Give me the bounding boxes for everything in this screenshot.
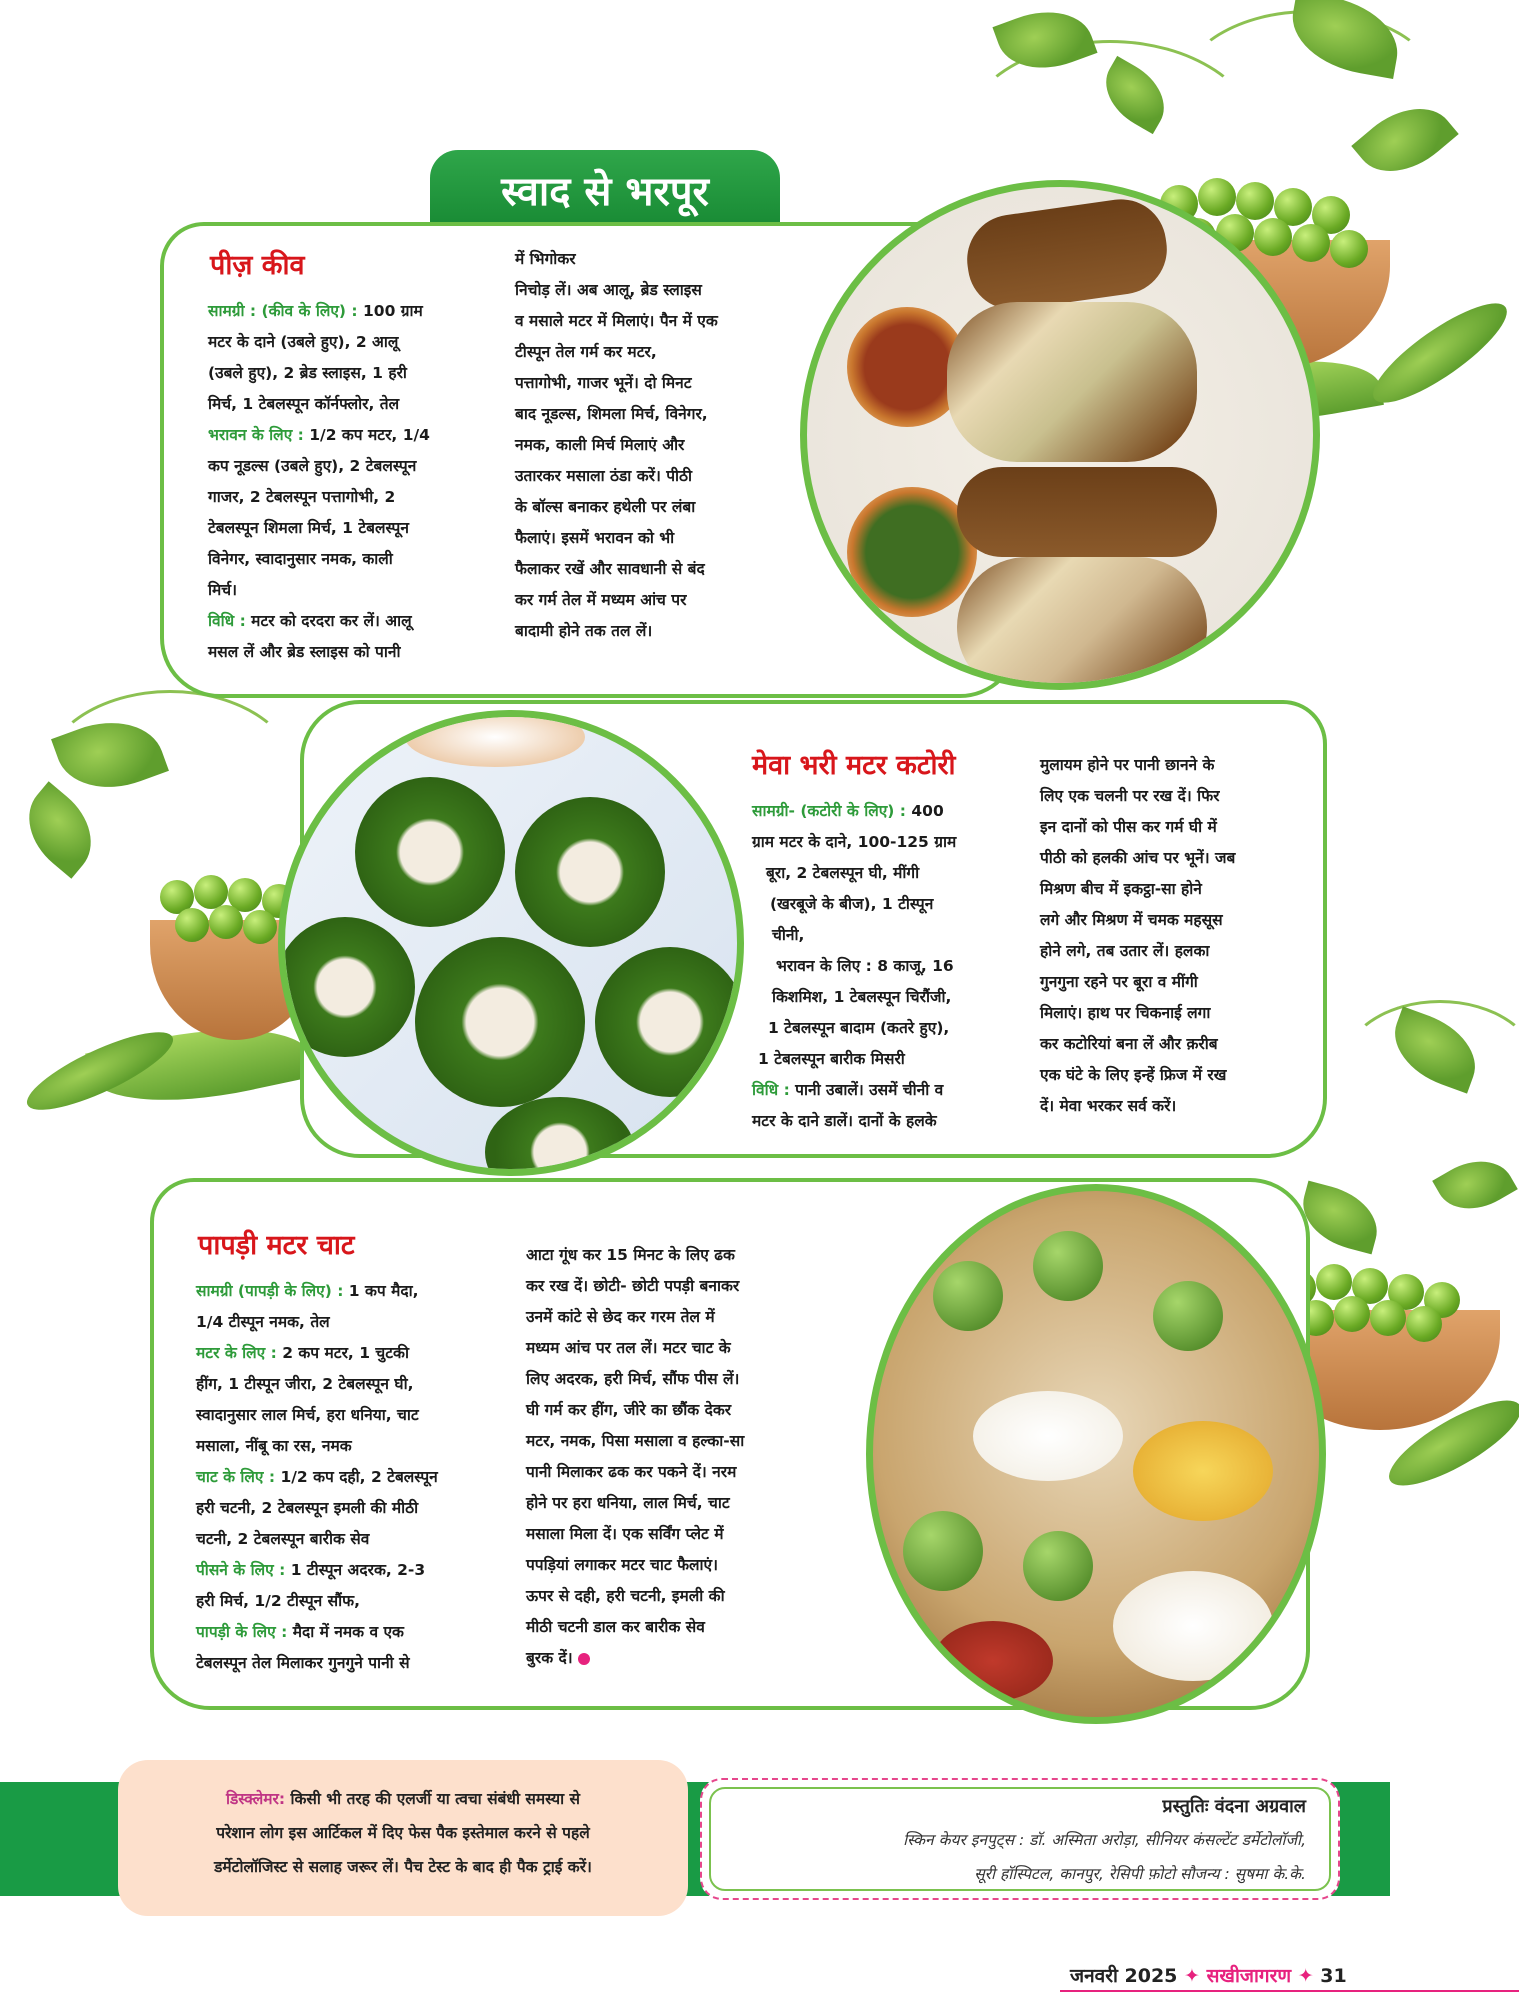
disclaimer-box — [118, 1760, 688, 1916]
text-line: होने लगे, तब उतार लें। हलका — [1040, 942, 1210, 960]
text-line: हींग, 1 टीस्पून जीरा, 2 टेबलस्पून घी, — [196, 1375, 414, 1393]
text-line: बादामी होने तक तल लें। — [515, 622, 653, 640]
text-line: विधि : पानी उबालें। उसमें चीनी व — [752, 1081, 944, 1099]
text-line: गुनगुना रहने पर बूरा व मींगी — [1040, 973, 1198, 991]
text-line: फैलाकर रखें और सावधानी से बंद — [515, 560, 705, 578]
recipe-peas-kiev-method — [515, 244, 800, 647]
text-line: मटर के दाने डालें। दानों के हलके — [752, 1112, 937, 1130]
text-line: मीठी चटनी डाल कर बारीक सेव — [526, 1618, 705, 1636]
text-line: बुरक दें। — [526, 1643, 826, 1674]
text-line: निचोड़ लें। अब आलू, ब्रेड स्लाइस — [515, 281, 702, 299]
text-line: मटर के लिए : 2 कप मटर, 1 चुटकी — [196, 1344, 409, 1362]
text-line: लगे और मिश्रण में चमक महसूस — [1040, 911, 1223, 929]
text-line: मुलायम होने पर पानी छानने के — [1040, 756, 1215, 774]
text-line: मसल लें और ब्रेड स्लाइस को पानी — [208, 643, 401, 661]
text-line: मटर के दाने (उबले हुए), 2 आलू — [208, 333, 399, 351]
text-line: पीठी को हलकी आंच पर भूनें। जब — [1040, 849, 1236, 867]
text-line: आटा गूंध कर 15 मिनट के लिए ढक — [526, 1246, 735, 1264]
text-line: किशमिश, 1 टेबलस्पून चिरौंजी, — [772, 988, 952, 1006]
section-header-tab — [430, 150, 780, 228]
text-line: चाट के लिए : 1/2 कप दही, 2 टेबलस्पून — [196, 1468, 438, 1486]
text-line: मिलाएं। हाथ पर चिकनाई लगा — [1040, 1004, 1211, 1022]
text-line: घी गर्म कर हींग, जीरे का छौंक देकर — [526, 1401, 732, 1419]
footer-brand: सखीजागरण — [1206, 1965, 1292, 1987]
footer-month: जनवरी 2025 — [1070, 1965, 1178, 1987]
text-line: के बॉल्स बनाकर हथेली पर लंबा — [515, 498, 696, 516]
page-footer — [1070, 1962, 1347, 1988]
disclaimer-line-2: परेशान लोग इस आर्टिकल में दिए फेस पैक इस्तेमाल करने से पहले — [216, 1824, 590, 1842]
text-line: कर रख दें। छोटी- छोटी पपड़ी बनाकर — [526, 1277, 740, 1295]
text-line: लिए एक चलनी पर रख दें। फिर — [1040, 787, 1220, 805]
recipe-title-papdi-matar-chaat: पापड़ी मटर चाट — [198, 1230, 355, 1261]
text-line: पपड़ियां लगाकर मटर चाट फैलाएं। — [526, 1556, 719, 1574]
text-line: विधि : मटर को दरदरा कर लें। आलू — [208, 612, 412, 630]
text-line: स्वादानुसार लाल मिर्च, हरा धनिया, चाट — [196, 1406, 419, 1424]
text-line: पत्तागोभी, गाजर भूनें। दो मिनट — [515, 374, 692, 392]
text-line: मिर्च, 1 टेबलस्पून कॉर्नफ्लोर, तेल — [208, 395, 400, 413]
text-line: 1/4 टीस्पून नमक, तेल — [196, 1313, 330, 1331]
recipe-title-peas-kiev: पीज़ कीव — [210, 250, 305, 281]
text-line: भरावन के लिए : 8 काजू, 16 — [776, 957, 954, 975]
text-line: दें। मेवा भरकर सर्व करें। — [1040, 1097, 1177, 1115]
text-line: कर कटोरियां बना लें और क़रीब — [1040, 1035, 1218, 1053]
text-line: बूरा, 2 टेबलस्पून घी, मींगी — [766, 864, 920, 882]
credits-presented-by: प्रस्तुतिः वंदना अग्रवाल — [1162, 1796, 1306, 1817]
text-line: चटनी, 2 टेबलस्पून बारीक सेव — [196, 1530, 370, 1548]
photo-peas-kiev — [800, 180, 1320, 690]
text-line: में भिगोकर — [515, 250, 576, 268]
recipe-peas-kiev-ingredients — [208, 296, 498, 668]
text-line: उनमें कांटे से छेद कर गरम तेल में — [526, 1308, 715, 1326]
page-number: 31 — [1320, 1965, 1347, 1987]
text-line: मसाला मिला दें। एक सर्विंग प्लेट में — [526, 1525, 724, 1543]
photo-papdi-matar-chaat — [866, 1184, 1326, 1724]
text-line: ग्राम मटर के दाने, 100-125 ग्राम — [752, 833, 957, 851]
text-line: फैलाएं। इसमें भरावन को भी — [515, 529, 675, 547]
text-line: चीनी, — [772, 926, 805, 944]
end-mark-icon — [578, 1653, 590, 1665]
footer-rule — [1060, 1990, 1519, 1992]
credits-line-1: स्किन केयर इनपुट्स : डॉ. अस्मिता अरोड़ा, सीनियर कंसल्टेंट डर्मेटोलॉजी, — [903, 1831, 1306, 1849]
recipe-mewa-katori-method — [1040, 750, 1310, 1122]
text-line: पानी मिलाकर ढक कर पकने दें। नरम — [526, 1463, 737, 1481]
text-line: भरावन के लिए : 1/2 कप मटर, 1/4 — [208, 426, 430, 444]
text-line: 1 टेबलस्पून बारीक मिसरी — [758, 1050, 905, 1068]
disclaimer-line-1: डिस्क्लेमर: किसी भी तरह की एलर्जी या त्वचा संबंधी समस्या से — [225, 1790, 581, 1808]
text-line: मसाला, नींबू का रस, नमक — [196, 1437, 352, 1455]
text-line: पीसने के लिए : 1 टीस्पून अदरक, 2-3 — [196, 1561, 426, 1579]
text-line: (उबले हुए), 2 ब्रेड स्लाइस, 1 हरी — [208, 364, 407, 382]
text-line: ऊपर से दही, हरी चटनी, इमली की — [526, 1587, 725, 1605]
recipe-papdi-chaat-method — [526, 1240, 826, 1674]
text-line: टीस्पून तेल गर्म कर मटर, — [515, 343, 657, 361]
text-line: नमक, काली मिर्च मिलाएं और — [515, 436, 685, 454]
text-line: हरी चटनी, 2 टेबलस्पून इमली की मीठी — [196, 1499, 419, 1517]
credits-line-2: सूरी हॉस्पिटल, कानपुर, रेसिपी फ़ोटो सौजन्य : सुषमा के.के. — [974, 1865, 1306, 1883]
disclaimer-line-3: डर्मेटोलॉजिस्ट से सलाह जरूर लें। पैच टेस्ट के बाद ही पैक ट्राई करें। — [214, 1858, 592, 1876]
recipe-papdi-chaat-ingredients — [196, 1276, 516, 1679]
text-line: मटर, नमक, पिसा मसाला व हल्का-सा — [526, 1432, 745, 1450]
text-line: कर गर्म तेल में मध्यम आंच पर — [515, 591, 687, 609]
text-line: पापड़ी के लिए : मैदा में नमक व एक — [196, 1623, 404, 1641]
page-title: स्वाद से भरपूर — [501, 169, 709, 215]
footer-sep-icon: ✦ — [1297, 1965, 1314, 1987]
text-line: मिश्रण बीच में इकट्ठा-सा होने — [1040, 880, 1202, 898]
text-line: टेबलस्पून तेल मिलाकर गुनगुने पानी से — [196, 1654, 410, 1672]
recipe-mewa-katori-ingredients — [752, 796, 1022, 1137]
footer-sep-icon: ✦ — [1184, 1965, 1200, 1987]
text-line: (खरबूजे के बीज), 1 टीस्पून — [770, 895, 934, 913]
text-line: बाद नूडल्स, शिमला मिर्च, विनेगर, — [515, 405, 708, 423]
recipe-title-mewa-matar-katori: मेवा भरी मटर कटोरी — [752, 750, 956, 781]
text-line: इन दानों को पीस कर गर्म घी में — [1040, 818, 1217, 836]
text-line: मिर्च। — [208, 581, 238, 599]
text-line: विनेगर, स्वादानुसार नमक, काली — [208, 550, 393, 568]
text-line: व मसाले मटर में मिलाएं। पैन में एक — [515, 312, 718, 330]
text-line: गाजर, 2 टेबलस्पून पत्तागोभी, 2 — [208, 488, 396, 506]
text-line: मध्यम आंच पर तल लें। मटर चाट के — [526, 1339, 731, 1357]
text-line: उतारकर मसाला ठंडा करें। पीठी — [515, 467, 693, 485]
text-line: 1 टेबलस्पून बादाम (कतरे हुए), — [768, 1019, 950, 1037]
text-line: सामग्री (पापड़ी के लिए) : 1 कप मैदा, — [196, 1282, 419, 1300]
text-line: होने पर हरा धनिया, लाल मिर्च, चाट — [526, 1494, 730, 1512]
text-line: सामग्री : (कीव के लिए) : 100 ग्राम — [208, 302, 423, 320]
text-line: लिए अदरक, हरी मिर्च, सौंफ पीस लें। — [526, 1370, 740, 1388]
text-line: हरी मिर्च, 1/2 टीस्पून सौंफ, — [196, 1592, 361, 1610]
text-line: कप नूडल्स (उबले हुए), 2 टेबलस्पून — [208, 457, 417, 475]
credits-box — [700, 1778, 1340, 1900]
photo-mewa-matar-katori — [278, 710, 744, 1176]
text-line: सामग्री- (कटोरी के लिए) : 400 — [752, 802, 944, 820]
text-line: टेबलस्पून शिमला मिर्च, 1 टेबलस्पून — [208, 519, 409, 537]
text-line: एक घंटे के लिए इन्हें फ्रिज में रख — [1040, 1066, 1227, 1084]
